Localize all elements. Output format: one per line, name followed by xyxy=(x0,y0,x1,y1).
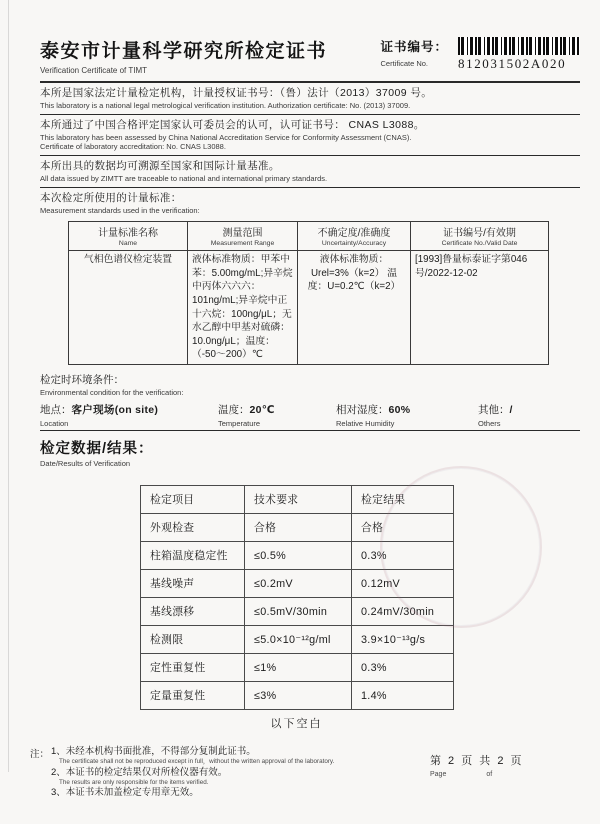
env-humidity xyxy=(336,404,478,429)
env-temperature xyxy=(218,404,336,429)
certificate-header xyxy=(40,36,580,75)
table-row xyxy=(141,598,454,626)
result-cell: 0.24mV/30min xyxy=(352,598,454,626)
table-header-row xyxy=(69,222,549,251)
environment-values-row xyxy=(40,404,580,432)
item-cell: 外观检查 xyxy=(141,514,245,542)
results-heading-en: Date/Results of Verification xyxy=(40,459,131,469)
standard-name-cell: 气相色谱仪检定装置 xyxy=(69,251,188,364)
requirement-cell: ≤0.5% xyxy=(245,542,352,570)
table-row xyxy=(141,626,454,654)
footer-note xyxy=(51,787,334,799)
item-cell: 定性重复性 xyxy=(141,654,245,682)
certificate-validity-cell: [1993]鲁量标泰证字第046号/2022-12-02 xyxy=(411,251,549,364)
result-cell: 1.4% xyxy=(352,682,454,710)
table-header-cell xyxy=(411,222,549,251)
result-cell: 0.3% xyxy=(352,542,454,570)
header-label: 不确定度/准确度 xyxy=(317,228,391,240)
footer xyxy=(30,746,578,799)
table-row xyxy=(141,654,454,682)
env-label: 地点： xyxy=(40,403,72,416)
table-row xyxy=(141,570,454,598)
table-row xyxy=(141,542,454,570)
header-label-en: Measurement Range xyxy=(210,240,275,248)
page-label: Page xyxy=(430,771,447,778)
requirement-cell: 合格 xyxy=(245,514,352,542)
statement-zh: 本次检定所使用的计量标准： xyxy=(40,192,182,205)
footer-note xyxy=(51,746,334,767)
page-number-en xyxy=(430,771,524,778)
footer-note xyxy=(51,767,334,788)
certificate-number-label-en: Certificate No. xyxy=(380,59,429,68)
env-value: 客户现场(on site) xyxy=(71,403,159,416)
env-label-en: Location xyxy=(40,419,69,429)
item-cell: 定量重复性 xyxy=(141,682,245,710)
table-header-cell xyxy=(69,222,188,251)
title-block xyxy=(40,36,327,75)
header-label-en: Uncertainty/Accuracy xyxy=(321,240,387,248)
statement-authorization xyxy=(40,87,580,110)
env-value: 60% xyxy=(388,403,411,416)
certificate-number-labels xyxy=(380,37,448,72)
statement-zh: 本所是国家法定计量检定机构，计量授权证书号：（鲁）法计（2013）37009 号。 xyxy=(40,87,433,99)
environment-heading-en: Environmental condition for the verification: xyxy=(40,387,184,397)
measurement-range-cell: 液体标准物质：甲苯中苯：5.00mg/mL;异辛烷中丙体六六六：101ng/mL;异辛烷中正十六烷：100ng/μL；无水乙醇中甲基对硫磷：10.0ng/μL；温度：（-50～200）℃ xyxy=(188,251,298,364)
item-cell: 基线漂移 xyxy=(141,598,245,626)
header-label: 测量范围 xyxy=(222,228,263,240)
end-of-data-note: 以下空白 xyxy=(270,718,323,731)
result-cell: 3.9×10⁻¹³g/s xyxy=(352,626,454,654)
statement-en: This laboratory is a national legal metrological verification institution. Authorization certificate: No. (2013) 37009. xyxy=(40,100,411,110)
header-label-en: Name xyxy=(118,240,138,248)
certificate-number-block xyxy=(380,37,580,72)
env-label-en: Relative Humidity xyxy=(336,419,395,429)
requirement-cell: ≤3% xyxy=(245,682,352,710)
divider xyxy=(40,81,580,83)
note-mark: 注： xyxy=(30,749,50,760)
requirement-cell: ≤5.0×10⁻¹²g/ml xyxy=(245,626,352,654)
env-value: / xyxy=(509,403,513,416)
note-zh: 2、本证书的检定结果仅对所检仪器有效。 xyxy=(51,766,228,778)
divider xyxy=(40,155,580,156)
item-cell: 检测限 xyxy=(141,626,245,654)
env-label-en: Others xyxy=(478,419,501,429)
env-label-en: Temperature xyxy=(218,419,261,429)
statement-en: All data issued by ZIMTT are traceable to national and international primary standards. xyxy=(40,174,328,184)
table-row xyxy=(141,514,454,542)
table-header-cell: 技术要求 xyxy=(245,486,352,514)
table-header-cell: 检定结果 xyxy=(352,486,454,514)
env-others xyxy=(478,404,580,429)
note-en: The results are only responsible for the items verified. xyxy=(59,778,209,786)
barcode-icon xyxy=(458,37,580,55)
result-cell: 0.3% xyxy=(352,654,454,682)
item-cell: 柱箱温度稳定性 xyxy=(141,542,245,570)
env-location xyxy=(40,404,218,429)
result-cell: 合格 xyxy=(352,514,454,542)
header-label: 计量标准名称 xyxy=(98,228,158,240)
divider xyxy=(40,114,580,115)
uncertainty-cell: 液体标准物质：Urel=3%（k=2） 温度：U=0.2℃（k=2） xyxy=(298,251,411,364)
table-header-cell: 检定项目 xyxy=(141,486,245,514)
table-header-cell xyxy=(298,222,411,251)
page-number-block xyxy=(430,752,524,778)
measurement-standards-table xyxy=(68,221,549,364)
env-label: 其他： xyxy=(478,403,510,416)
environment-section xyxy=(40,372,580,432)
verification-results-table xyxy=(140,485,454,710)
statement-traceability xyxy=(40,160,580,183)
statement-accreditation xyxy=(40,119,580,151)
statement-en: Measurement standards used in the verification: xyxy=(40,206,200,216)
header-label-en: Certificate No./Valid Date xyxy=(441,240,518,248)
standards-heading xyxy=(40,192,580,215)
of-label: of xyxy=(486,771,493,778)
header-label: 证书编号/有效期 xyxy=(443,228,516,240)
requirement-cell: ≤1% xyxy=(245,654,352,682)
statement-en: Certificate of laboratory accreditation: No. CNAS L3088. xyxy=(40,142,226,152)
note-en: The certificate shall not be reproduced except in full，without the written approval of the laboratory. xyxy=(59,758,335,766)
requirement-cell: ≤0.2mV xyxy=(245,570,352,598)
env-label: 相对湿度： xyxy=(336,403,389,416)
page-title-en: Verification Certificate of TIMT xyxy=(40,66,147,75)
env-value: 20℃ xyxy=(249,403,275,416)
table-row xyxy=(69,251,549,364)
table-row xyxy=(141,682,454,710)
certificate-number-label: 证书编号： xyxy=(380,40,448,54)
requirement-cell: ≤0.5mV/30min xyxy=(245,598,352,626)
item-cell: 基线噪声 xyxy=(141,570,245,598)
notes-list xyxy=(51,746,334,799)
note-zh: 3、本证书未加盖检定专用章无效。 xyxy=(51,787,199,799)
barcode-block xyxy=(458,37,580,72)
divider xyxy=(40,187,580,188)
results-heading: 检定数据/结果： xyxy=(40,441,154,458)
statement-zh: 本所出具的数据均可溯源至国家和国际计量基准。 xyxy=(40,160,280,173)
note-zh: 1、未经本机构书面批准，不得部分复制此证书。 xyxy=(51,746,256,757)
env-label: 温度： xyxy=(218,403,250,416)
table-header-cell xyxy=(188,222,298,251)
table-header-row xyxy=(141,486,454,514)
result-cell: 0.12mV xyxy=(352,570,454,598)
certificate-number-value: 812031502A020 xyxy=(458,56,567,71)
environment-heading: 检定时环境条件： xyxy=(40,373,124,386)
statement-en: This laboratory has been assessed by China National Accreditation Service for Conformity Assessment (CNAS). xyxy=(40,132,412,142)
statement-zh: 本所通过了中国合格评定国家认可委员会的认可，认可证书号： CNAS L3088。 xyxy=(40,119,425,132)
page-title: 泰安市计量科学研究所检定证书 xyxy=(40,41,328,62)
page-number: 第 2 页 共 2 页 xyxy=(430,755,524,767)
